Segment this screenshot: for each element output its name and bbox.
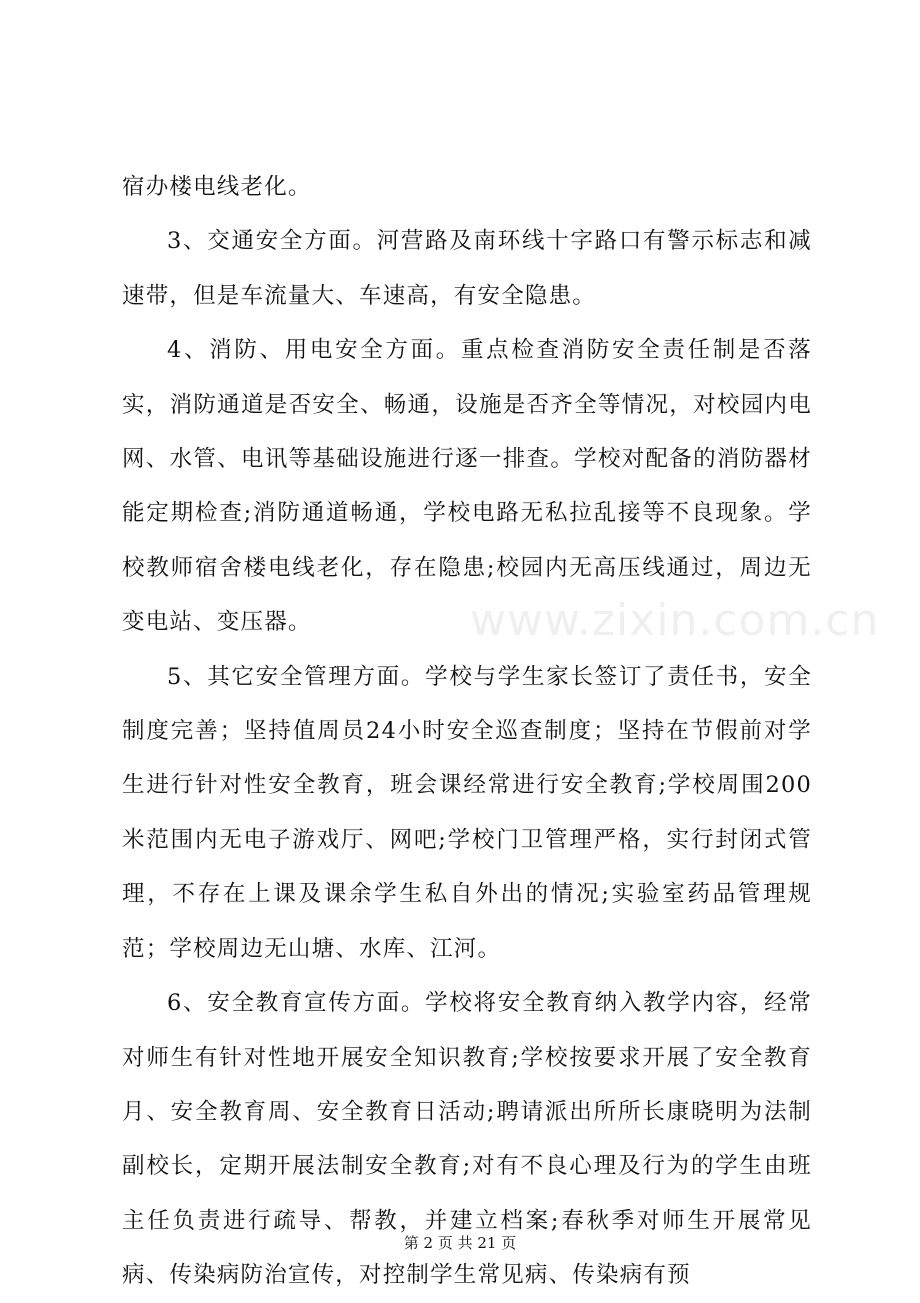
paragraph-fire-electric-safety: 4、消防、用电安全方面。重点检查消防安全责任制是否落实，消防通道是否安全、畅通，设施是否齐全等情况，对校园内电网、水管、电讯等基础设施进行逐一排查。学校对配备的消防器材能定期检查;消防通道畅通，学校电路无私拉乱接等不良现象。学校教师宿舍楼电线老化，存在隐患;校园内无高压线通过，周边无变电站、变压器。 [122,337,812,636]
page-footer: 第 2 页 共 21 页 [403,1234,517,1252]
paragraph-safety-education: 6、安全教育宣传方面。学校将安全教育纳入教学内容，经常对师生有针对性地开展安全知识教育;学校按要求开展了安全教育月、安全教育周、安全教育日活动;聘请派出所所长康晓明为法制副校长，定期开展法制安全教育;对有不良心理及行为的学生由班主任负责进行疏导、帮教，并建立档案;春秋季对师生开展常见病、传染病防治宣传，对控制学生常见病、传染病有预 [122,990,812,1289]
body-text [122,160,812,1303]
paragraph-other-safety-management: 5、其它安全管理方面。学校与学生家长签订了责任书，安全制度完善；坚持值周员24小时安全巡查制度；坚持在节假前对学生进行针对性安全教育，班会课经常进行安全教育;学校周围200米范围内无电子游戏厅、网吧;学校门卫管理严格，实行封闭式管理，不存在上课及课余学生私自外出的情况;实验室药品管理规范；学校周边无山塘、水库、江河。 [122,663,812,962]
watermark: www.zixin.com.cn [470,595,880,646]
paragraph-traffic-safety: 3、交通安全方面。河营路及南环线十字路口有警示标志和减速带，但是车流量大、车速高，有安全隐患。 [122,228,812,309]
paragraph-continuation: 宿办楼电线老化。 [122,174,312,200]
